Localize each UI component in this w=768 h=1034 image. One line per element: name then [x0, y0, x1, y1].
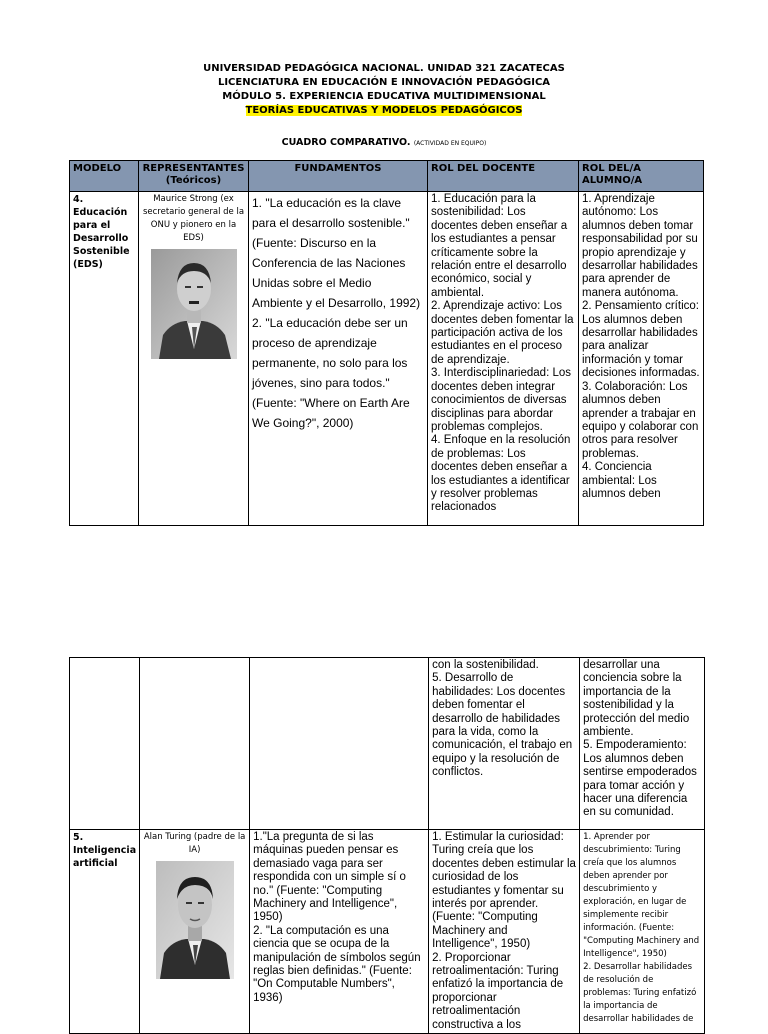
- table-row: [70, 192, 704, 526]
- header-rol-docente: ROL DEL DOCENTE: [428, 161, 579, 192]
- subtitle-main: CUADRO COMPARATIVO.: [281, 137, 411, 148]
- header-topic-highlight: TEORÍAS EDUCATIVAS Y MODELOS PEDAGÓGICOS: [245, 105, 523, 116]
- header-rol-alumno: ROL DEL/A ALUMNO/A: [579, 161, 704, 192]
- cell-fundamentos: 1. "La educación es la clave para el desarrollo sostenible." (Fuente: Discurso en la Conferencia de las Naciones Unidas sobre el Medio Ambiente y el Desarrollo, 1992) 2. "La educación debe ser un proceso de aprendizaje permanente, no solo para los jóvenes, sino para todos." (Fuente: "Where on Earth Are We Going?", 2000): [249, 192, 428, 526]
- representative-name: Maurice Strong (ex secretario general de la ONU y pionero en la EDS): [142, 194, 245, 243]
- comparison-table-page1: [69, 160, 704, 526]
- document-subtitle: [0, 137, 768, 148]
- table-row: [70, 658, 705, 830]
- header-university: UNIVERSIDAD PEDAGÓGICA NACIONAL. UNIDAD 321 ZACATECAS: [203, 63, 565, 74]
- cell-rol-docente: 1. Estimular la curiosidad: Turing creía que los docentes deben estimular la curiosidad de los estudiantes y fomentar su interés por aprender. (Fuente: "Computing Machinery and Intelligence", 1950) 2. Proporcionar retroalimentación: Turing enfatizó la importancia de proporcionar retroalimentación constructiva a los: [429, 830, 580, 1034]
- cell-rol-alumno: 1. Aprender por descubrimiento: Turing creía que los alumnos deben aprender por descubrimiento y exploración, en lugar de simplemente recibir información. (Fuente: "Computing Machinery and Intelligence", 1950) 2. Desarrollar habilidades de resolución de problemas: Turing enfatizó la importancia de desarrollar habilidades de: [580, 830, 705, 1034]
- alan-turing-portrait: [156, 861, 234, 979]
- header-modelo: MODELO: [70, 161, 139, 192]
- cell-empty: [140, 658, 250, 830]
- header-topic: [0, 104, 768, 118]
- cell-rol-docente-cont: con la sostenibilidad. 5. Desarrollo de habilidades: Los docentes deben fomentar el desarrollo de habilidades para la vida, como la comunicación, el trabajo en equipo y la resolución de conflictos.: [429, 658, 580, 830]
- cell-modelo: 5. Inteligencia artificial: [70, 830, 140, 1034]
- header-representantes: REPRESENTANTES (Teóricos): [139, 161, 249, 192]
- table-row: [70, 830, 705, 1034]
- cell-rol-alumno: 1. Aprendizaje autónomo: Los alumnos deben tomar responsabilidad por su propio aprendizaje y desarrollar habilidades para aprender de manera autónoma. 2. Pensamiento crítico: Los alumnos deben desarrollar habilidades para analizar información y tomar decisiones informadas. 3. Colaboración: Los alumnos deben aprender a trabajar en equipo y colaborar con otros para resolver problemas. 4. Conciencia ambiental: Los alumnos deben: [579, 192, 704, 526]
- maurice-strong-portrait: [151, 249, 237, 359]
- comparison-table-page2: [69, 657, 705, 1034]
- cell-representante: [139, 192, 249, 526]
- representative-name: Alan Turing (padre de la IA): [143, 832, 246, 855]
- cell-modelo: 4. Educación para el Desarrollo Sostenible (EDS): [70, 192, 139, 526]
- cell-empty: [250, 658, 429, 830]
- table-header-row: [70, 161, 704, 192]
- header-fundamentos: FUNDAMENTOS: [249, 161, 428, 192]
- header-degree: LICENCIATURA EN EDUCACIÓN E INNOVACIÓN PEDAGÓGICA: [217, 77, 551, 88]
- cell-rol-alumno-cont: desarrollar una conciencia sobre la importancia de la sostenibilidad y la protección del medio ambiente. 5. Empoderamiento: Los alumnos deben sentirse empoderados para tomar acción y hacer una diferencia en su comunidad.: [580, 658, 705, 830]
- document-header: [0, 62, 768, 118]
- subtitle-note: (ACTIVIDAD EN EQUIPO): [413, 140, 487, 147]
- cell-empty: [70, 658, 140, 830]
- header-module: MÓDULO 5. EXPERIENCIA EDUCATIVA MULTIDIMENSIONAL: [222, 91, 546, 102]
- cell-fundamentos: 1."La pregunta de si las máquinas pueden pensar es demasiado vaga para ser respondida con un simple sí o no." (Fuente: "Computing Machinery and Intelligence", 1950) 2. "La computación es una ciencia que se ocupa de la manipulación de símbolos según reglas bien definidas." (Fuente: "On Computable Numbers", 1936): [250, 830, 429, 1034]
- cell-representante: [140, 830, 250, 1034]
- cell-rol-docente: 1. Educación para la sostenibilidad: Los docentes deben enseñar a los estudiantes a pensar críticamente sobre la relación entre el desarrollo económico, social y ambiental. 2. Aprendizaje activo: Los docentes deben fomentar la participación activa de los estudiantes en el proceso de aprendizaje. 3. Interdisciplinariedad: Los docentes deben integrar conocimientos de diversas disciplinas para abordar problemas complejos. 4. Enfoque en la resolución de problemas: Los docentes deben enseñar a los estudiantes a identificar y resolver problemas relacionados: [428, 192, 579, 526]
